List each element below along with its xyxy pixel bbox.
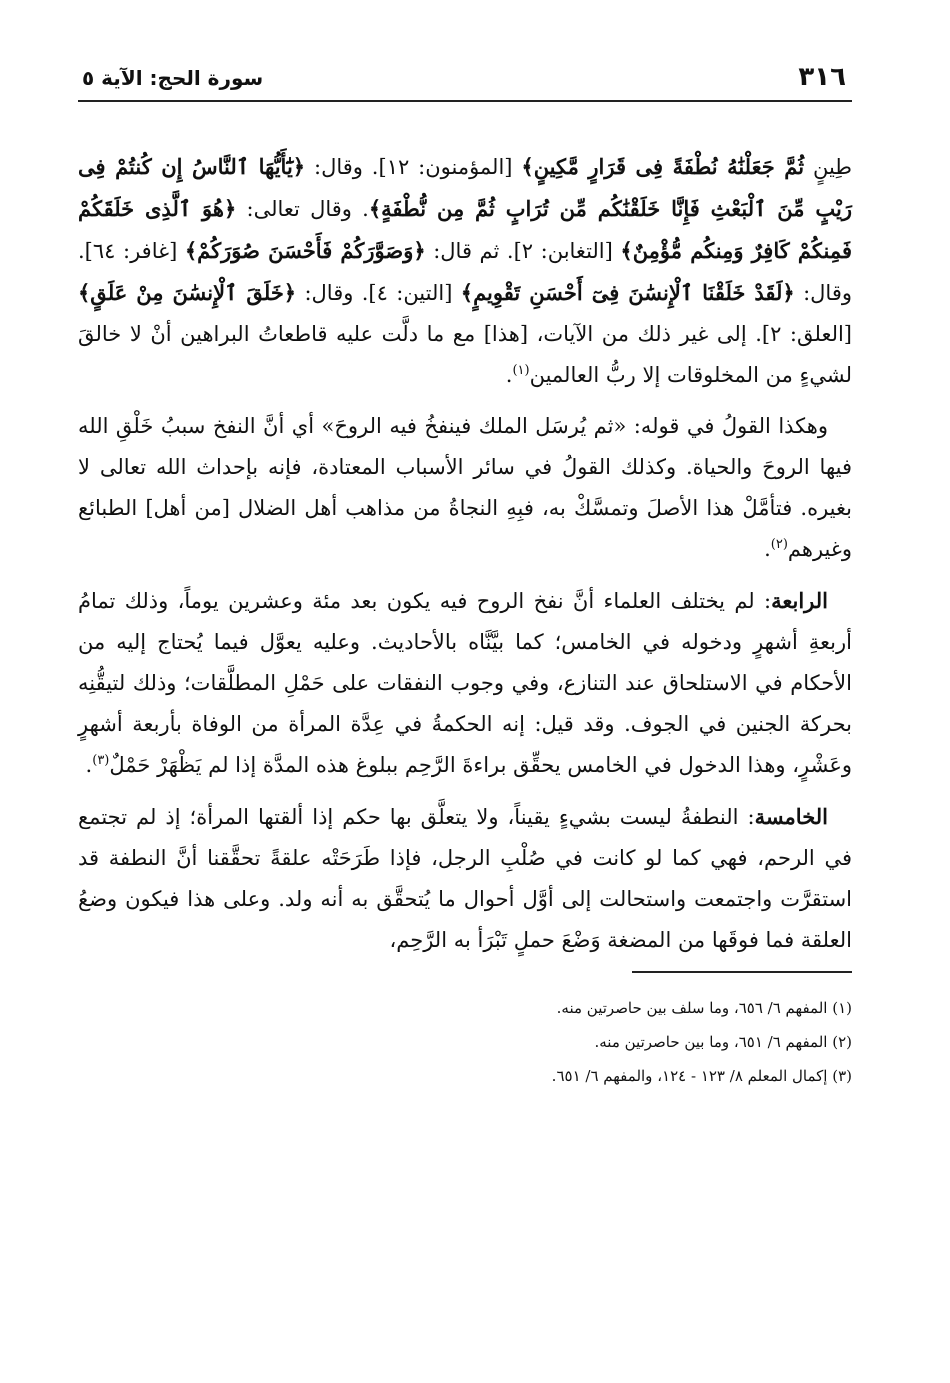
section-lead: الرابعة [771,588,828,613]
verse-reference: [التين: ٤]. وقال: [296,281,461,305]
text-run: . وقال تعالى: [236,197,369,221]
text-run: طِينٍ [804,155,853,179]
paragraph-spirit [78,406,852,570]
text-run: . [505,363,513,387]
paragraph-fourth [78,580,852,786]
footnote: (٣) إكمال المعلم ٨/ ١٢٣ - ١٢٤، والمفهم ٦/ ٦٥١. [551,1067,852,1085]
quran-verse: ﴿وَصَوَّرَكُمْ فَأَحْسَنَ صُوَرَكُمْ﴾ [184,238,426,263]
footnote-marker: (١) [512,363,530,378]
text-run: [العلق: ٢]. إلى غير ذلك من الآيات، [هذا] مع ما دلَّت عليه قاطعاتُ البراهين أنْ لا خالقَ لشيءٍ من المخلوقات إلا ربُّ العالمين [78,322,852,387]
text-run: . [85,753,93,777]
section-lead: الخامسة [754,804,828,829]
quran-verse: ثُمَّ جَعَلْنَٰهُ نُطْفَةً فِى قَرَارٍ مَّكِينٍ﴾ [521,154,805,179]
verse-reference: [المؤمنون: ١٢]. وقال: [305,155,522,179]
book-page [78,60,852,1320]
footnote-divider [632,971,852,973]
footnote-marker: (٣) [92,753,110,768]
text-run: : النطفةُ ليست بشيءٍ يقيناً، ولا يتعلَّق بها حكم إذا ألقتها المرأة؛ إذ لم تجتمع في الرحم، فهي كما لو كانت في صُلْبِ الرجل، فإذا طَرَحَتْه علقةً تحقَّقنا أنَّ النطفة قد استقرَّت واجتمعت واستحالت إلى أوَّل أحوال ما يُتحقَّق به أنه ولد. وعلى هذا فيكون وضعُ العلقة فما فوقَها من المضغة وَضْعَ حملٍ تَبْرَأ به الرَّحِم، [78,805,852,952]
verse-reference: [غافر: ٦٤]. وقال: [78,239,852,305]
footnote-marker: (٢) [770,537,788,552]
quran-verse: ﴿هُوَ ٱلَّذِى خَلَقَكُمْ فَمِنكُمْ كَافِرٌ وَمِنكُم مُّؤْمِنٌ﴾ [78,196,852,263]
verse-reference: [التغابن: ٢]. ثم قال: [425,239,621,263]
text-run: . [764,537,771,561]
main-text [78,146,852,961]
footnote: (٢) المفهم ٦/ ٦٥١، وما بين حاصرتين منه. [594,1033,852,1051]
running-header [78,60,852,102]
footnotes [78,991,852,1093]
quran-verse: ﴿خَلَقَ ٱلْإِنسَٰنَ مِنْ عَلَقٍ﴾ [78,280,297,305]
footnote: (١) المفهم ٦/ ٦٥٦، وما سلف بين حاصرتين منه. [556,999,852,1017]
text-run: : لم يختلف العلماء أنَّ نفخ الروح فيه يكون بعد مئة وعشرين يوماً، وذلك تمامُ أربعةِ أشهرٍ ودخوله في الخامس؛ كما بيَّنَّاه بالأحاديث. وعليه يعوَّل فيما يُحتاج إليه من الأحكام في الاستلحاق عند التنازع، وفي وجوب النفقات على حَمْلِ المطلَّقات؛ وذلك لتيقُّنِه بحركة الجنين في الجوف. وقد قيل: إنه الحكمةُ في عِدَّة المرأة من الوفاة بأربعة أشهرٍ وعَشْرٍ، وهذا الدخول في الخامس يحقِّق براءةَ الرَّحِم ببلوغ هذه المدَّة إذا لم يَظْهَرْ حَمْلٌ [78,589,853,777]
paragraph-quran-verses [78,146,852,396]
surah-title: سورة الحج: الآية ٥ [82,66,264,90]
text-run: وهكذا القولُ في قوله: «ثم يُرسَل الملك فينفخُ فيه الروحَ» أي أنَّ النفخ سببُ خَلْقِ الله فيها الروحَ والحياة. وكذلك القولُ في سائر الأسباب المعتادة، فإنه بإحداث الله تعالى لا بغيره. فتأمَّلْ هذا الأصلَ وتمسَّكْ به، فبِهِ النجاةُ من مذاهب أهل الضلال [من أهل] الطبائع وغيرهم [78,414,852,561]
paragraph-fifth [78,796,852,961]
quran-verse: ﴿يَٰٓأَيُّهَا ٱلنَّاسُ إِن كُنتُمْ فِى رَيْبٍ مِّنَ ٱلْبَعْثِ فَإِنَّا خَلَقْنَٰكُم مِّن تُرَابٍ ثُمَّ مِن نُّطْفَةٍ﴾ [78,154,852,221]
quran-verse: ﴿لَقَدْ خَلَقْنَا ٱلْإِنسَٰنَ فِىٓ أَحْسَنِ تَقْوِيمٍ﴾ [460,280,795,305]
page-number: ٣١٦ [798,62,846,92]
